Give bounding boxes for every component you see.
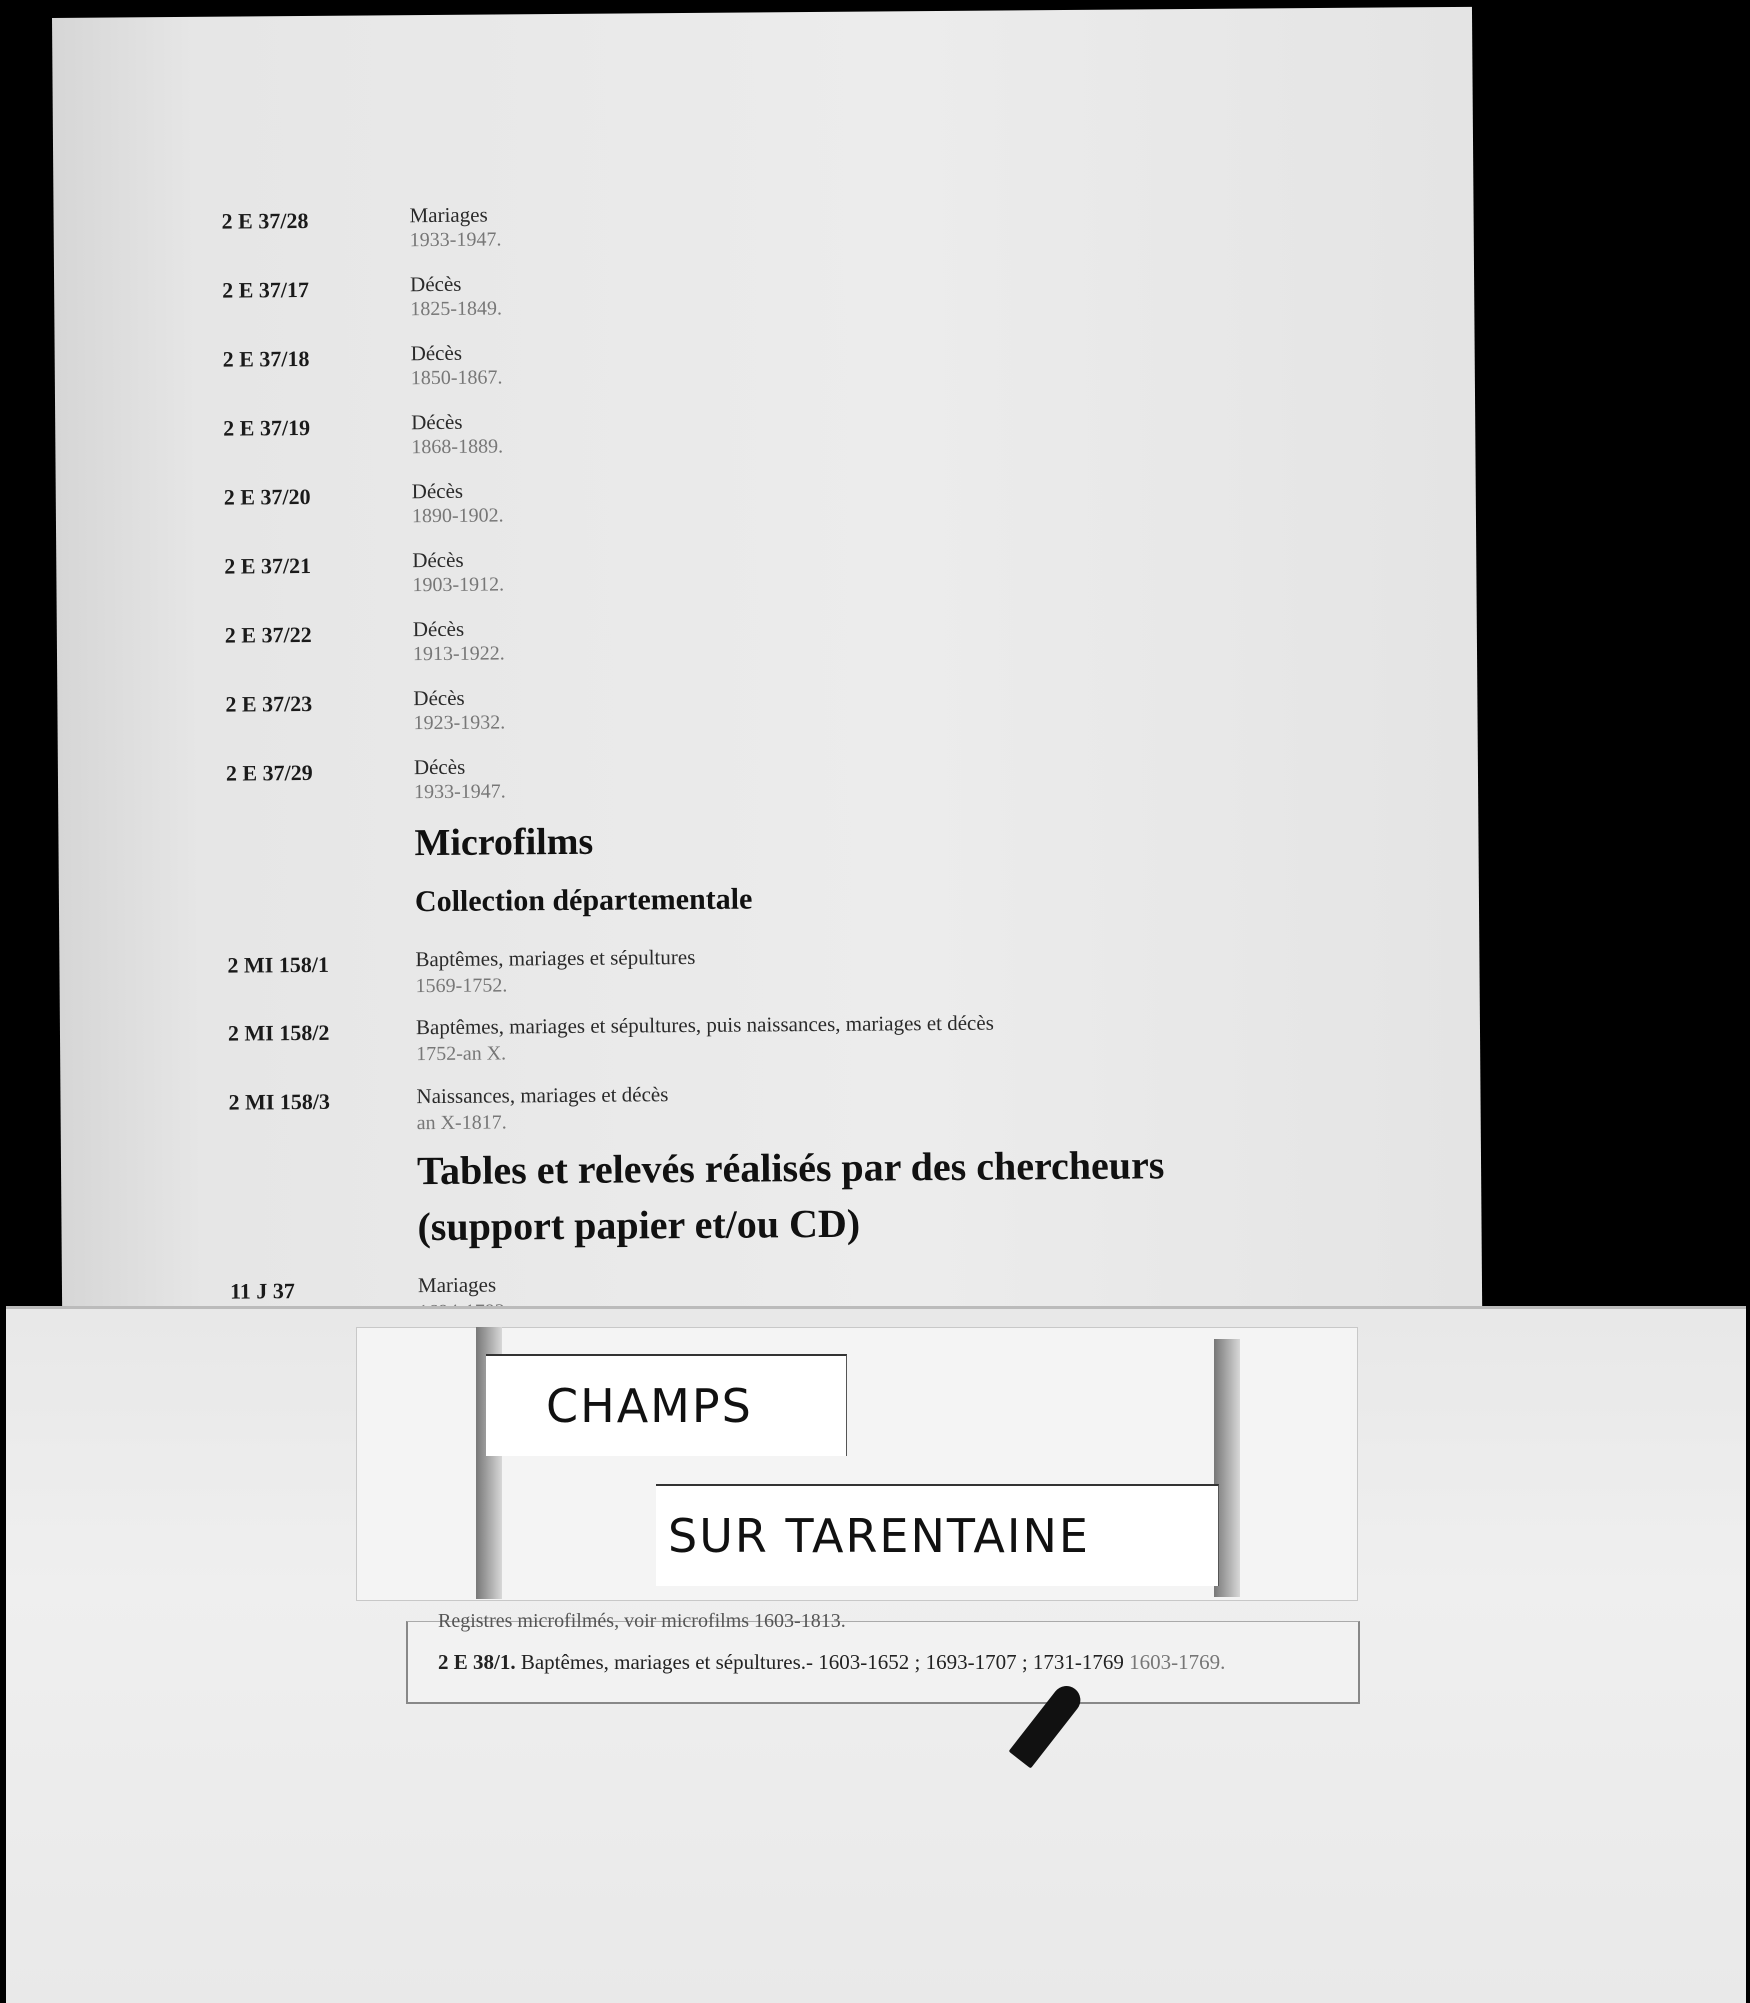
entry-type: Baptêmes, mariages et sépultures: [415, 944, 696, 972]
reference-code: 2 E 38/1.: [438, 1650, 516, 1674]
entry-dates: 1913-1922.: [412, 642, 505, 666]
entry-type: Décès: [411, 409, 463, 435]
entry-type: Mariages: [417, 1272, 497, 1298]
section-heading-tables: [417, 1135, 1418, 1255]
entry-dates: 1903-1912.: [412, 573, 505, 597]
entry-type: Décès: [411, 478, 464, 504]
heading-line: (support papier et/ou CD): [417, 1200, 861, 1250]
entry-type: Décès: [412, 547, 464, 573]
entry-type: Décès: [413, 754, 466, 780]
entry-type: Décès: [413, 685, 465, 711]
inventory-page: [52, 7, 1482, 1348]
heading-line: Tables et relevés réalisés par des chercheurs: [416, 1142, 1165, 1194]
commune-label-top: CHAMPS: [486, 1354, 847, 1456]
entry-dates: 1752-an X.: [416, 1042, 507, 1066]
entry-code: 2 E 37/28: [221, 207, 309, 234]
entry-dates: 1933-1947.: [409, 228, 502, 252]
reference-text: Baptêmes, mariages et sépultures.- 1603-1652 ; 1693-1707 ; 1731-1769: [520, 1650, 1124, 1674]
entry-dates: 1933-1947.: [414, 780, 506, 804]
entry-code: 2 E 37/20: [223, 483, 311, 510]
entry-code: 2 MI 158/3: [228, 1088, 331, 1115]
entry-dates: 1569-1752.: [415, 974, 508, 998]
section-heading-microfilms: Microfilms: [414, 820, 594, 865]
entry-code: 2 E 37/19: [223, 414, 311, 441]
entry-code: 2 E 37/29: [225, 759, 313, 786]
cut-text: Registres microfilmés, voir microfilms 1603-1813.: [438, 1610, 846, 1632]
entry-code: 2 MI 158/2: [227, 1019, 330, 1046]
entry-dates: 1923-1932.: [413, 711, 506, 735]
entry-code: 2 E 37/23: [225, 690, 313, 717]
entry-code: 2 MI 158/1: [227, 951, 329, 978]
entry-dates: an X-1817.: [416, 1111, 507, 1135]
entry-type: Décès: [412, 616, 465, 642]
section-subheading: Collection départementale: [414, 882, 753, 919]
entry-dates: 1825-1849.: [410, 297, 503, 321]
entry-code: 2 E 37/17: [222, 276, 310, 303]
entry-code: 2 E 37/22: [224, 621, 312, 648]
entry-code: 2 E 37/21: [224, 552, 312, 579]
entry-dates: 1890-1902.: [411, 504, 504, 528]
entry-dates: 1850-1867.: [410, 366, 503, 390]
reference-line: [438, 1650, 1225, 1675]
entry-dates: 1868-1889.: [411, 435, 504, 459]
entry-type: Baptêmes, mariages et sépultures, puis naissances, mariages et décès: [415, 1010, 994, 1040]
commune-label-bottom: SUR TARENTAINE: [656, 1484, 1219, 1586]
entry-type: Décès: [410, 340, 463, 366]
entry-type: Mariages: [409, 202, 488, 228]
reference-dates: 1603-1769.: [1129, 1650, 1226, 1674]
reference-strip: [406, 1610, 1360, 1704]
entry-type: Décès: [410, 271, 462, 297]
entry-code: 2 E 37/18: [222, 345, 310, 372]
entry-type: Naissances, mariages et décès: [416, 1082, 669, 1109]
folder-cover: [6, 1306, 1746, 2003]
entry-code: 11 J 37: [229, 1278, 295, 1304]
